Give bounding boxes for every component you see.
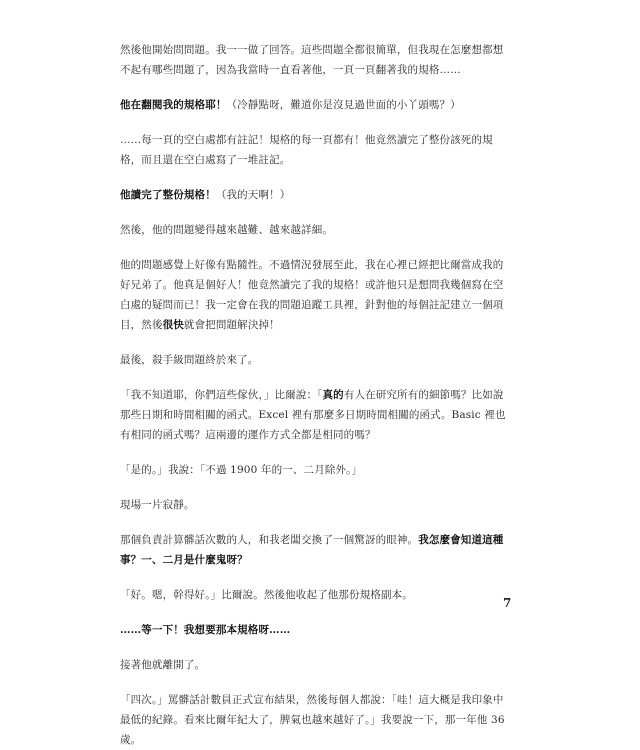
text-run: 那個負責計算髒話次數的人，和我老闆交換了一個驚訝的眼神。 — [120, 534, 419, 546]
paragraph — [120, 530, 506, 570]
text-run: 最後，殺手級問題終於來了。 — [120, 354, 259, 366]
text-run: 「是的。」我說：「不過 1900 年的一、二月除外。」 — [120, 464, 363, 476]
text-run: 「四次。」罵髒話計數員正式宣布結果，然後每個人都說：「哇！這大概是我印象中最低的紀錄。看來比爾年紀大了，脾氣也越來越好了。」我要說一下，那一年他 36 歲。 — [120, 694, 505, 746]
text-run: 「我不知道耶，你們這些傢伙，」比爾說：「 — [120, 389, 323, 401]
text-run: （冷靜點呀，難道你是沒見過世面的小丫頭嗎？） — [226, 99, 461, 111]
text-run: 有人在研究所有的細節嗎？比如說那些日期和時間相關的函式。Excel 裡有那麼多日期時間相關的函式。Basic 裡也有相同的函式嗎？這兩邊的運作方式全都是相同的嗎？ — [120, 389, 506, 441]
paragraph — [120, 385, 506, 445]
paragraph — [120, 40, 506, 80]
bold-text-run: 他在翻閱我的規格耶！ — [120, 99, 227, 111]
text-run: 他的問題感覺上好像有點隨性。不過情況發展至此，我在心裡已經把比爾當成我的好兄弟了。他真是個好人！他竟然讀完了我的規格！或許他只是想問我幾個寫在空白處的疑問而已！我一定會在我的問題追蹤工具裡，針對他的每個註記建立一個項目，然後 — [120, 259, 504, 331]
paragraph — [120, 460, 506, 480]
paragraph — [120, 690, 506, 750]
paragraph — [120, 350, 506, 370]
bold-text-run: 他讀完了整份規格！ — [120, 189, 216, 201]
text-run: ……每一頁的空白處都有註記！規格的每一頁都有！他竟然讀完了整份該死的規格，而且還在空白處寫了一堆註記。 — [120, 134, 493, 166]
bold-text-run: 真的 — [322, 389, 344, 401]
bold-text-run: 很快 — [162, 319, 184, 331]
paragraph — [120, 655, 506, 675]
paragraph — [120, 130, 506, 170]
paragraph — [120, 585, 506, 605]
text-run: 然後他開始問問題。我一一做了回答。這些問題全都很簡單，但我現在怎麼想都想不起有哪些問題了，因為我當時一直看著他，一頁一頁翻著我的規格…… — [120, 44, 504, 76]
text-run: （我的天啊！） — [215, 189, 291, 201]
bold-text-run: 我怎麼會知道這種事？一、二月是什麼鬼呀？ — [120, 534, 504, 566]
bold-text-run: ……等一下！我想要那本規格呀…… — [120, 624, 291, 636]
paragraph — [120, 255, 506, 335]
text-run: 現場一片寂靜。 — [120, 499, 195, 511]
paragraph — [120, 620, 506, 640]
paragraph — [120, 95, 506, 115]
text-run: 「好。嗯，幹得好。」比爾說。然後他收起了他那份規格副本。 — [120, 589, 413, 601]
paragraph — [120, 220, 506, 240]
paragraph — [120, 185, 506, 205]
text-run: 接著他就離開了。 — [120, 659, 206, 671]
text-run: 就會把問題解決掉！ — [183, 319, 280, 331]
paragraph — [120, 495, 506, 515]
page-number: 7 — [503, 596, 512, 610]
body-text — [120, 40, 506, 750]
text-run: 然後，他的問題變得越來越難、越來越詳細。 — [120, 224, 333, 236]
